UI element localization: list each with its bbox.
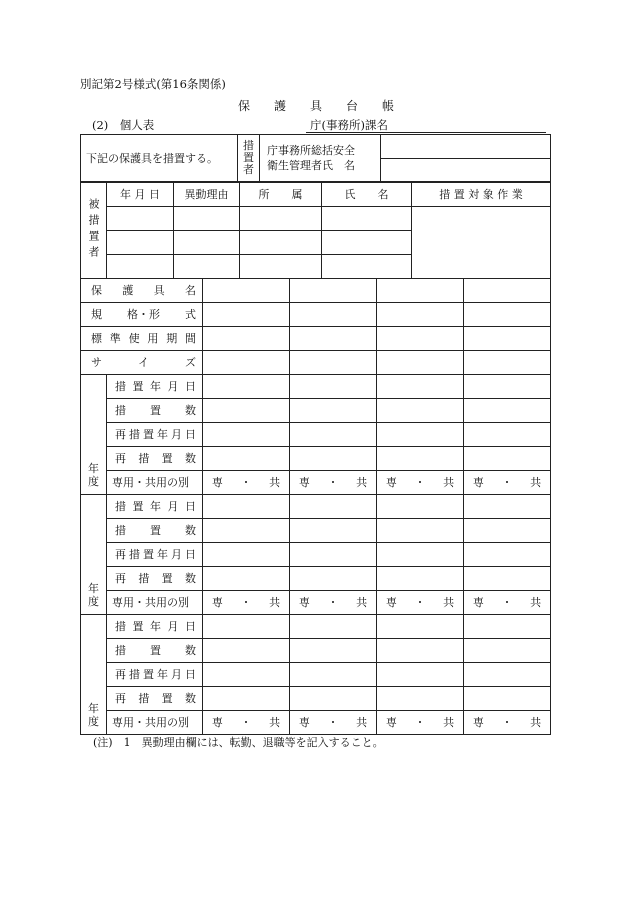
value-cell[interactable] — [464, 495, 551, 519]
label-equipment-name: 保 護 具 名 — [81, 279, 203, 303]
usage-select[interactable]: 専 ・ 共 — [203, 471, 290, 495]
value-cell[interactable] — [377, 519, 464, 543]
value-cell[interactable] — [377, 303, 464, 327]
value-cell[interactable] — [203, 375, 290, 399]
value-cell[interactable] — [377, 375, 464, 399]
person-cell[interactable] — [107, 231, 174, 255]
col-target-work: 措 置 対 象 作 業 — [412, 183, 551, 207]
value-cell[interactable] — [290, 303, 377, 327]
label-measure-count: 措 置 数 — [107, 639, 203, 663]
person-cell[interactable] — [174, 207, 240, 231]
value-cell[interactable] — [290, 687, 377, 711]
person-cell[interactable] — [322, 207, 412, 231]
label-remeasure-count: 再 措 置 数 — [107, 567, 203, 591]
label-measure-date: 措 置 年 月 日 — [107, 375, 203, 399]
value-cell[interactable] — [464, 687, 551, 711]
value-cell[interactable] — [464, 279, 551, 303]
value-cell[interactable] — [464, 351, 551, 375]
value-cell[interactable] — [464, 543, 551, 567]
value-cell[interactable] — [290, 519, 377, 543]
col-date: 年 月 日 — [107, 183, 174, 207]
value-cell[interactable] — [203, 495, 290, 519]
label-remeasure-date: 再 措 置 年 月 日 — [107, 543, 203, 567]
col-name: 氏 名 — [322, 183, 412, 207]
manager-label-line2: 衛生管理者氏 名 — [267, 159, 355, 172]
person-cell[interactable] — [240, 207, 322, 231]
form-id: 別記第2号様式(第16条関係) — [80, 77, 226, 91]
label-measure-date: 措 置 年 月 日 — [107, 495, 203, 519]
value-cell[interactable] — [203, 399, 290, 423]
department-label: 庁(事務所)課名 — [310, 118, 388, 132]
section-label: (2) 個人表 — [92, 118, 155, 132]
value-cell[interactable] — [203, 447, 290, 471]
label-usage-type: 専用・共用の別 — [107, 591, 203, 615]
usage-select[interactable]: 専 ・ 共 — [464, 471, 551, 495]
label-measure-count: 措 置 数 — [107, 519, 203, 543]
value-cell[interactable] — [464, 423, 551, 447]
value-cell[interactable] — [464, 399, 551, 423]
value-cell[interactable] — [377, 567, 464, 591]
value-cell[interactable] — [377, 351, 464, 375]
value-cell[interactable] — [377, 399, 464, 423]
value-cell[interactable] — [290, 327, 377, 351]
value-cell[interactable] — [203, 687, 290, 711]
usage-select[interactable]: 専 ・ 共 — [290, 591, 377, 615]
label-standard-period: 標 準 使 用 期 間 — [81, 327, 203, 351]
usage-select[interactable]: 専 ・ 共 — [464, 591, 551, 615]
person-cell[interactable] — [240, 255, 322, 279]
value-cell[interactable] — [377, 543, 464, 567]
actor-input[interactable] — [381, 135, 551, 159]
person-cell[interactable] — [107, 207, 174, 231]
value-cell[interactable] — [377, 615, 464, 639]
label-remeasure-date: 再 措 置 年 月 日 — [107, 423, 203, 447]
person-table — [80, 182, 551, 279]
value-cell[interactable] — [377, 663, 464, 687]
value-cell[interactable] — [464, 375, 551, 399]
measure-header-table — [80, 134, 551, 182]
usage-select[interactable]: 専 ・ 共 — [203, 711, 290, 735]
year-label: 年度 — [81, 375, 107, 495]
value-cell[interactable] — [464, 327, 551, 351]
target-work-input[interactable] — [412, 207, 551, 279]
value-cell[interactable] — [464, 447, 551, 471]
label-remeasure-date: 再 措 置 年 月 日 — [107, 663, 203, 687]
value-cell[interactable] — [377, 327, 464, 351]
value-cell[interactable] — [290, 375, 377, 399]
value-cell[interactable] — [290, 543, 377, 567]
value-cell[interactable] — [464, 519, 551, 543]
person-cell[interactable] — [322, 255, 412, 279]
value-cell[interactable] — [464, 303, 551, 327]
value-cell[interactable] — [203, 423, 290, 447]
value-cell[interactable] — [290, 567, 377, 591]
value-cell[interactable] — [203, 663, 290, 687]
label-measure-count: 措 置 数 — [107, 399, 203, 423]
label-usage-type: 専用・共用の別 — [107, 471, 203, 495]
usage-select[interactable]: 専 ・ 共 — [203, 591, 290, 615]
value-cell[interactable] — [290, 399, 377, 423]
person-cell[interactable] — [174, 231, 240, 255]
value-cell[interactable] — [464, 639, 551, 663]
value-cell[interactable] — [203, 303, 290, 327]
value-cell[interactable] — [290, 663, 377, 687]
value-cell[interactable] — [290, 495, 377, 519]
manager-label — [260, 135, 381, 182]
measure-statement: 下記の保護具を措置する。 — [81, 135, 238, 182]
person-cell[interactable] — [107, 255, 174, 279]
value-cell[interactable] — [203, 567, 290, 591]
value-cell[interactable] — [377, 423, 464, 447]
year-label: 年度 — [81, 495, 107, 615]
value-cell[interactable] — [377, 687, 464, 711]
usage-select[interactable]: 専 ・ 共 — [290, 471, 377, 495]
usage-select[interactable]: 専 ・ 共 — [377, 711, 464, 735]
value-cell[interactable] — [377, 495, 464, 519]
value-cell[interactable] — [203, 615, 290, 639]
value-cell[interactable] — [203, 279, 290, 303]
equipment-table — [80, 278, 551, 735]
usage-select[interactable]: 専 ・ 共 — [377, 471, 464, 495]
person-cell[interactable] — [322, 231, 412, 255]
person-cell[interactable] — [240, 231, 322, 255]
footnote: (注) 1 異動理由欄には、転勤、退職等を記入すること。 — [93, 736, 384, 749]
person-cell[interactable] — [174, 255, 240, 279]
value-cell[interactable] — [203, 351, 290, 375]
value-cell[interactable] — [464, 615, 551, 639]
value-cell[interactable] — [290, 615, 377, 639]
usage-select[interactable]: 専 ・ 共 — [464, 711, 551, 735]
value-cell[interactable] — [464, 567, 551, 591]
value-cell[interactable] — [290, 639, 377, 663]
label-usage-type: 専用・共用の別 — [107, 711, 203, 735]
label-size: サ イ ズ — [81, 351, 203, 375]
manager-name-input[interactable] — [381, 158, 551, 182]
col-transfer-reason: 異動理由 — [174, 183, 240, 207]
value-cell[interactable] — [203, 639, 290, 663]
usage-select[interactable]: 専 ・ 共 — [377, 591, 464, 615]
value-cell[interactable] — [464, 663, 551, 687]
subject-side-label: 被措置者 — [81, 183, 107, 279]
department-underline — [306, 132, 546, 133]
value-cell[interactable] — [290, 279, 377, 303]
manager-label-line1: 庁事務所総括安全 — [267, 144, 355, 157]
page-title: 保 護 具 台 帳 — [238, 99, 395, 113]
label-remeasure-count: 再 措 置 数 — [107, 687, 203, 711]
col-affiliation: 所 属 — [240, 183, 322, 207]
value-cell[interactable] — [290, 423, 377, 447]
value-cell[interactable] — [377, 447, 464, 471]
label-spec-type: 規 格・形 式 — [81, 303, 203, 327]
value-cell[interactable] — [290, 447, 377, 471]
year-label: 年度 — [81, 615, 107, 735]
value-cell[interactable] — [203, 327, 290, 351]
label-measure-date: 措 置 年 月 日 — [107, 615, 203, 639]
actor-label: 措置者 — [238, 135, 260, 182]
value-cell[interactable] — [290, 351, 377, 375]
value-cell[interactable] — [377, 279, 464, 303]
value-cell[interactable] — [377, 639, 464, 663]
label-remeasure-count: 再 措 置 数 — [107, 447, 203, 471]
usage-select[interactable]: 専 ・ 共 — [290, 711, 377, 735]
value-cell[interactable] — [203, 543, 290, 567]
value-cell[interactable] — [203, 519, 290, 543]
